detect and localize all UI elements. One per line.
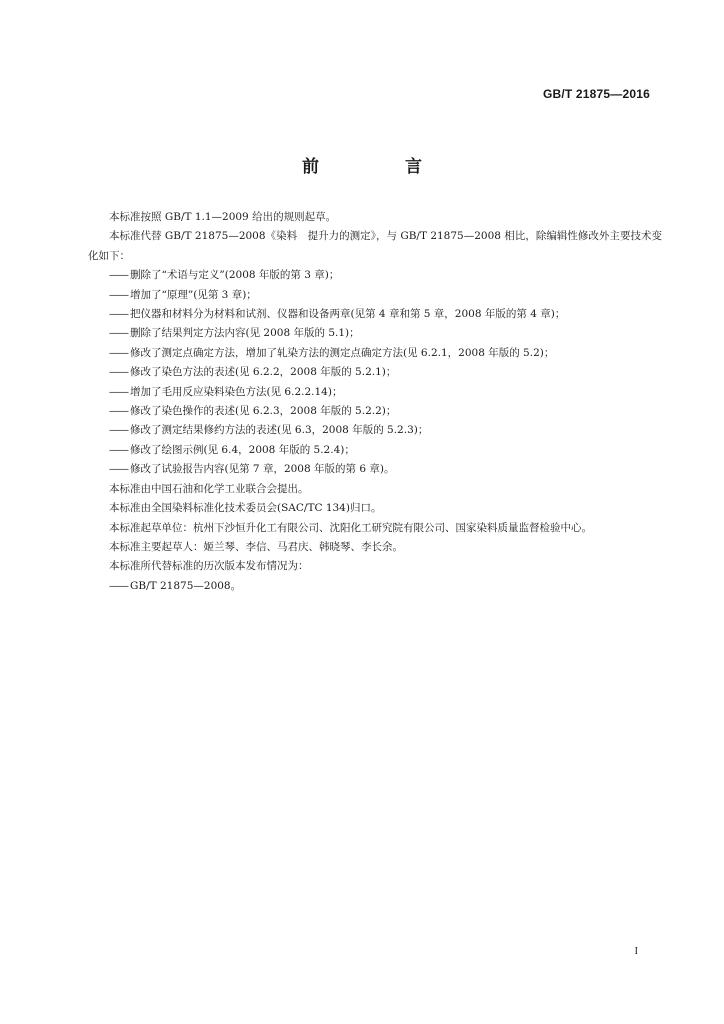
list-item: —— 修改了染色操作的表述(见 6.2.3，2008 年版的 5.2.2)； (109, 405, 397, 418)
list-item: —— 修改了测定结果修约方法的表述(见 6.3，2008 年版的 5.2.3)； (109, 424, 429, 437)
paragraph-proposer: 本标准由中国石油和化学工业联合会提出。 (109, 482, 309, 495)
page-title: 前 言 (302, 157, 462, 177)
list-item: —— GB/T 21875—2008。 (109, 579, 242, 592)
paragraph-drafters: 本标准主要起草人：姬兰琴、李信、马君庆、韩晓琴、李长余。 (109, 540, 403, 553)
list-item: —— 修改了测定点确定方法，增加了轧染方法的测定点确定方法(见 6.2.1，2008 年版的 5.2)； (109, 346, 555, 359)
paragraph-drafting-units: 本标准起草单位：杭州下沙恒升化工有限公司、沈阳化工研究院有限公司、国家染料质量监督检验中心。 (109, 521, 592, 534)
paragraph-replacement: 本标准代替 GB/T 21875—2008《染料 提升力的测定》，与 GB/T 21875—2008 相比，除编辑性修改外主要技术变化如下： (88, 230, 662, 262)
paragraph-history-intro: 本标准所代替标准的历次版本发布情况为： (109, 560, 309, 573)
history-list (88, 577, 662, 596)
list-item: —— 删除了“术语与定义”(2008 年版的第 3 章)； (109, 269, 340, 282)
list-item: —— 把仪器和材料分为材料和试剂、仪器和设备两章(见第 4 章和第 5 章，2008 年版的第 4 章)； (109, 308, 566, 321)
paragraph-technical-committee: 本标准由全国染料标准化技术委员会(SAC/TC 134)归口。 (109, 502, 382, 515)
paragraph-drafting-rules: 本标准按照 GB/T 1.1—2009 给出的规则起草。 (109, 211, 337, 223)
changes-list (88, 266, 662, 479)
list-item: —— 修改了绘图示例(见 6.4，2008 年版的 5.2.4)； (109, 443, 355, 456)
list-item: —— 修改了试验报告内容(见第 7 章，2008 年版的第 6 章)。 (109, 463, 395, 476)
list-item: —— 删除了结果判定方法内容(见 2008 年版的 5.1)； (109, 327, 360, 340)
page-number: I (634, 946, 638, 957)
list-item: —— 修改了染色方法的表述(见 6.2.2，2008 年版的 5.2.1)； (109, 366, 397, 379)
foreword-body (88, 208, 662, 596)
list-item: —— 增加了毛用反应染料染色方法(见 6.2.2.14)； (109, 385, 343, 398)
standard-code: GB/T 21875—2016 (542, 87, 650, 101)
list-item: —— 增加了“原理”(见第 3 章)； (109, 288, 257, 301)
